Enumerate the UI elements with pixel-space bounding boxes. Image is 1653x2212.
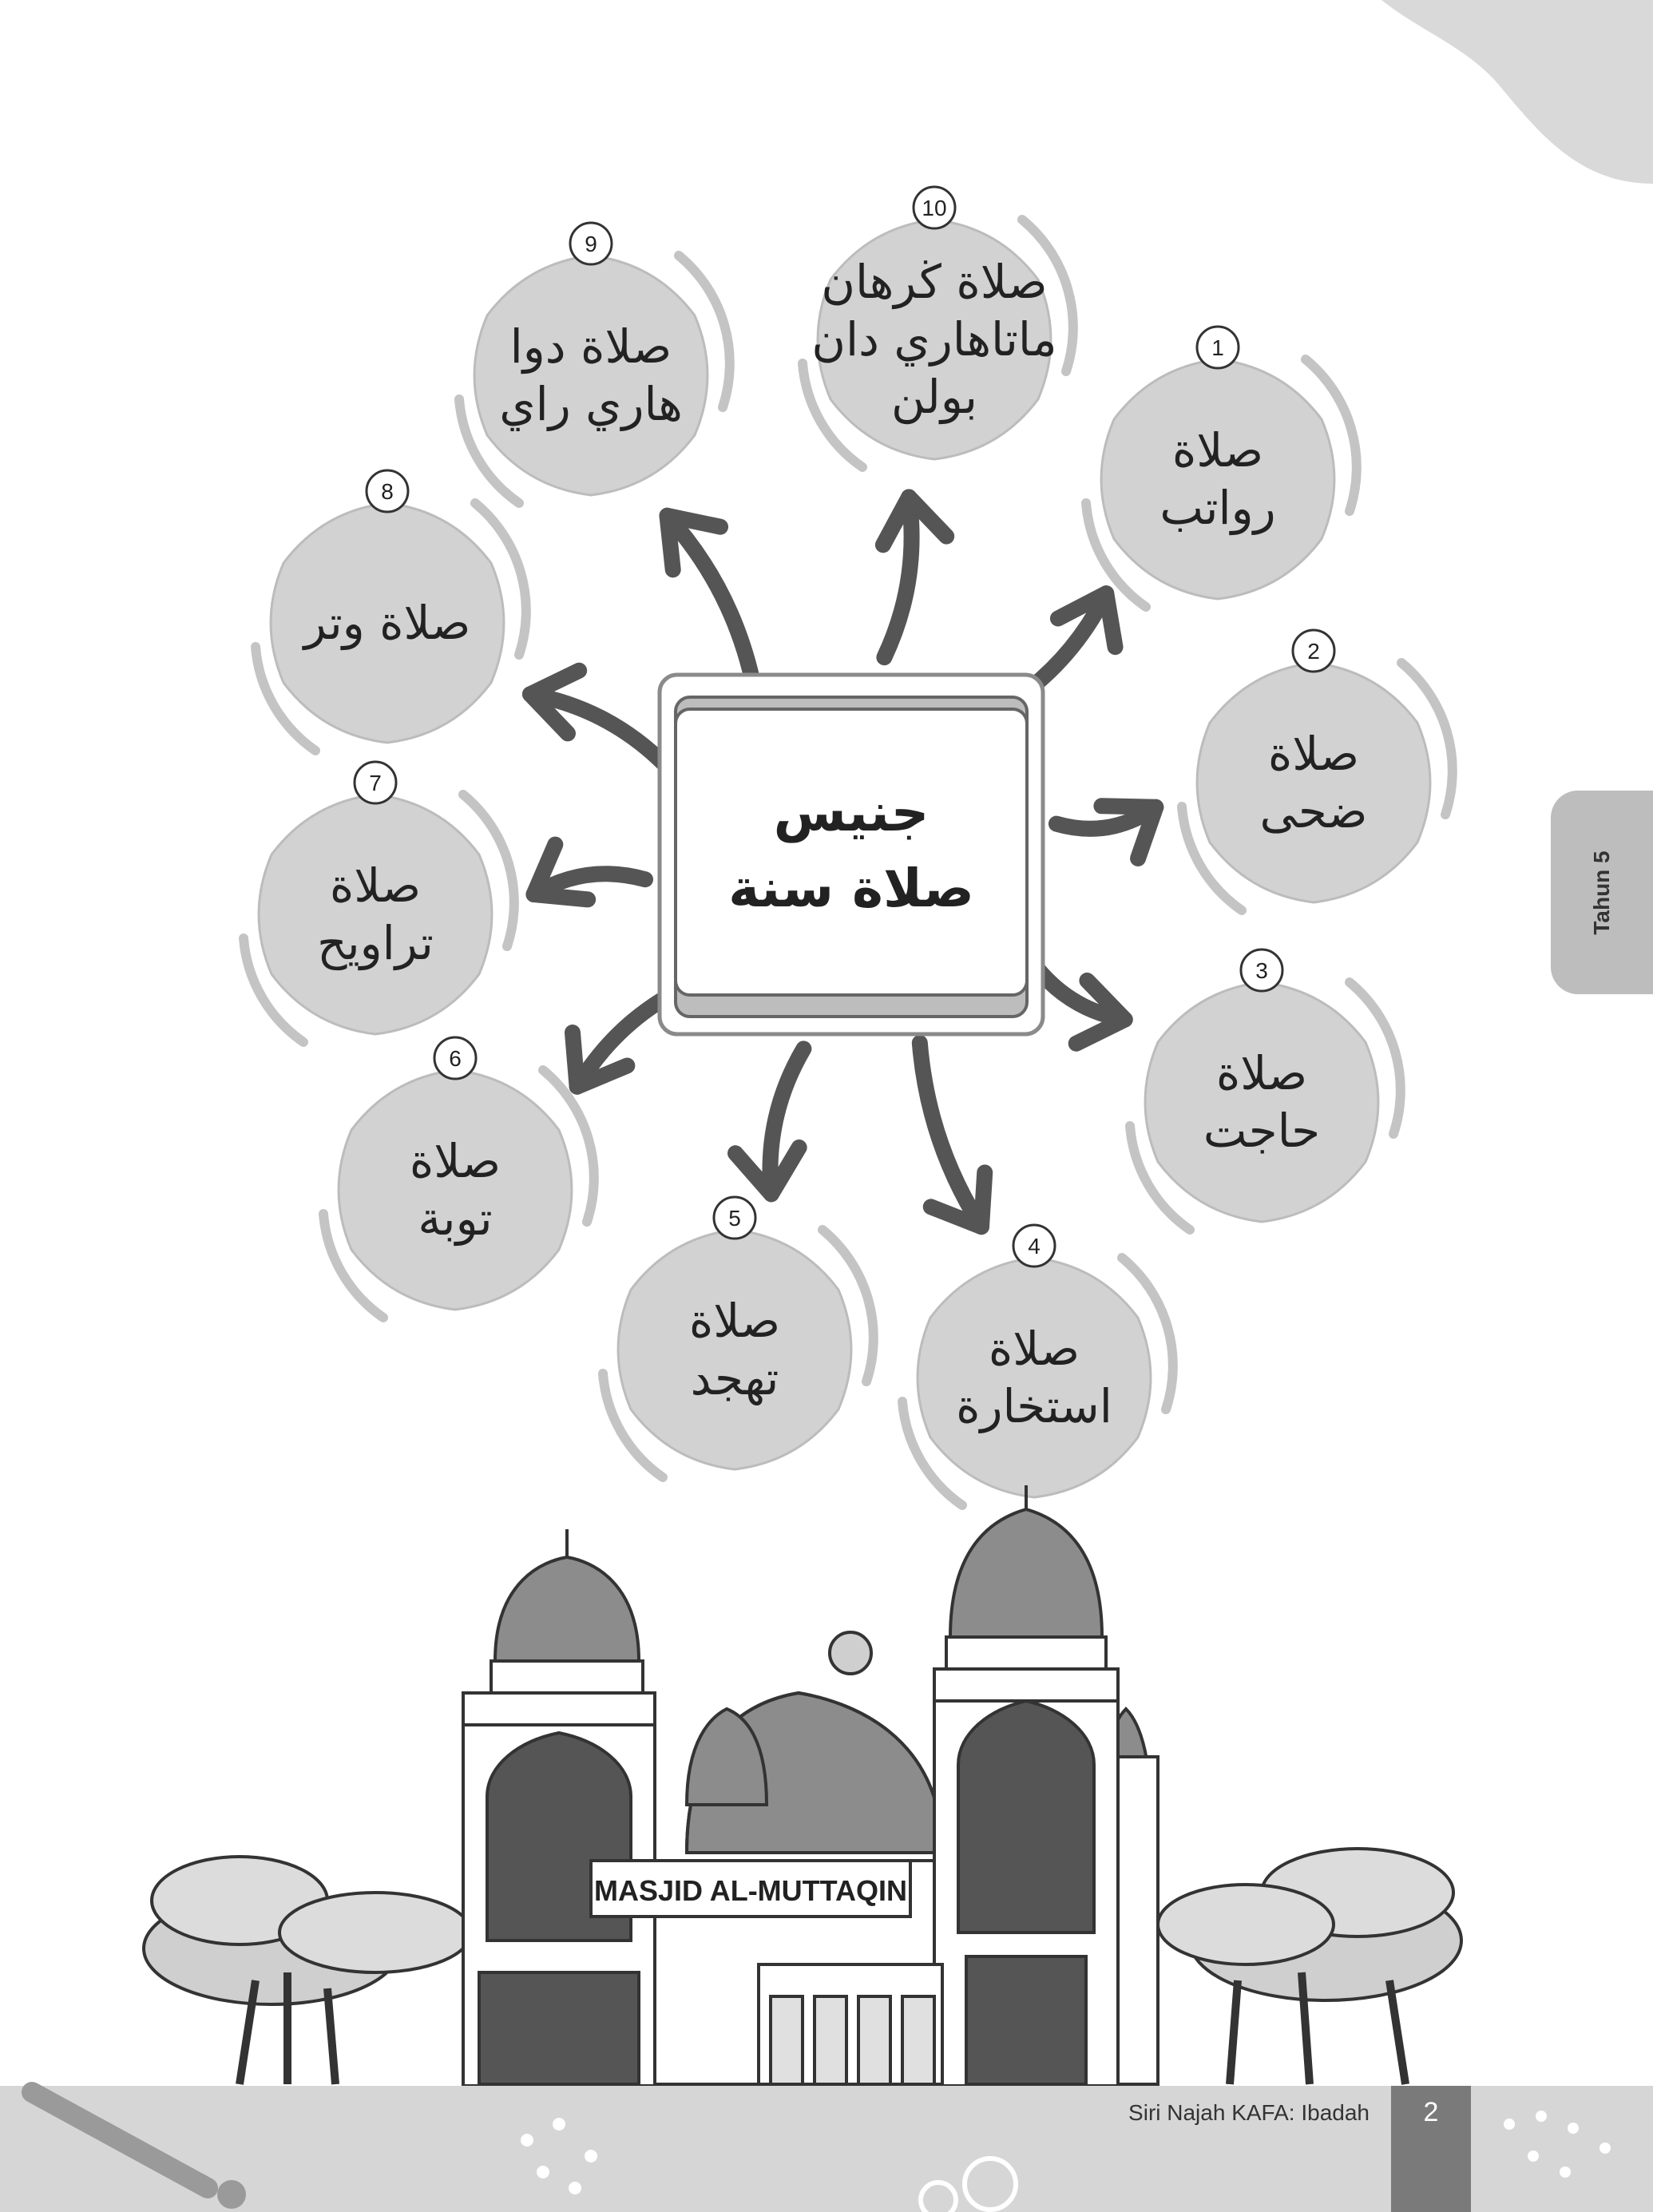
cloud-item-4	[902, 1225, 1173, 1505]
cloud-item-9	[459, 223, 730, 503]
cloud-label-line: صلاة	[688, 1294, 781, 1348]
item-number: 8	[381, 479, 394, 504]
cloud-label-line: صلاة وتر	[303, 596, 471, 650]
item-number: 5	[728, 1206, 741, 1231]
side-tab	[1551, 791, 1653, 994]
item-number: 6	[449, 1046, 462, 1071]
cloud-item-6	[323, 1037, 594, 1318]
item-number: 9	[585, 232, 597, 256]
mosque-illustration	[144, 1485, 1461, 2086]
cloud-shape	[1145, 982, 1378, 1222]
cloud-label-line: استخارة	[956, 1379, 1112, 1433]
cloud-item-7	[244, 762, 514, 1042]
cloud-label-line: صلاة دوا	[509, 319, 672, 374]
cloud-label-line: صلاة	[409, 1134, 501, 1188]
item-number: 7	[369, 771, 382, 795]
center-title-line1: جنيس	[773, 782, 930, 843]
cloud-item-3	[1130, 949, 1401, 1230]
cloud-item-2	[1182, 630, 1453, 910]
cloud-label-line: تهجد	[690, 1351, 779, 1405]
cloud-shape	[259, 795, 492, 1034]
cloud-label-line: بولن	[891, 370, 977, 424]
corner-blob	[1381, 0, 1653, 184]
tree-right	[1158, 1849, 1461, 2084]
center-box	[660, 675, 1043, 1034]
cloud-label-line: تراويح	[317, 916, 434, 970]
cloud-label-line: صلاة	[1171, 423, 1264, 478]
tree-left	[144, 1857, 471, 2084]
cloud-item-5	[603, 1197, 874, 1477]
cloud-label-line: هاري راي	[499, 377, 683, 431]
item-number: 2	[1307, 639, 1320, 664]
cloud-shape	[918, 1258, 1151, 1497]
mosque-sign: MASJID AL-MUTTAQIN	[594, 1874, 907, 1907]
center-title-line2: صلاة سنة	[728, 858, 974, 919]
cloud-item-1	[1086, 327, 1357, 607]
cloud-shape	[339, 1070, 572, 1310]
item-number: 1	[1211, 335, 1224, 360]
cloud-shape	[1101, 359, 1334, 599]
cloud-label-line: صلاة	[329, 858, 422, 913]
item-number: 4	[1028, 1234, 1041, 1259]
cloud-label-line: رواتب	[1159, 481, 1276, 535]
cloud-label-line: ماتاهاري دان	[811, 312, 1057, 367]
cloud-label-line: صلاة	[1215, 1046, 1308, 1100]
item-number: 3	[1255, 958, 1268, 983]
cloud-item-8	[256, 470, 526, 751]
footer-series-title: Siri Najah KAFA: Ibadah	[1128, 2100, 1370, 2125]
cloud-item-10	[803, 187, 1073, 467]
cloud-label-line: صلاة	[988, 1322, 1080, 1376]
cloud-label-line: حاجت	[1203, 1104, 1321, 1158]
cloud-label-line: ضحى	[1259, 784, 1368, 838]
arrow-9	[667, 516, 751, 680]
item-number: 10	[922, 196, 947, 220]
side-tab-label: Tahun 5	[1589, 850, 1614, 935]
cloud-label-line: صلاة	[1267, 727, 1360, 781]
cloud-label-line: توبة	[418, 1191, 493, 1246]
cloud-shape	[618, 1230, 851, 1469]
cloud-label-line: صلاة ڬرهان	[821, 255, 1048, 309]
page-number: 2	[1423, 2097, 1439, 2127]
cloud-shape	[1197, 663, 1430, 902]
cloud-shape	[474, 256, 708, 495]
